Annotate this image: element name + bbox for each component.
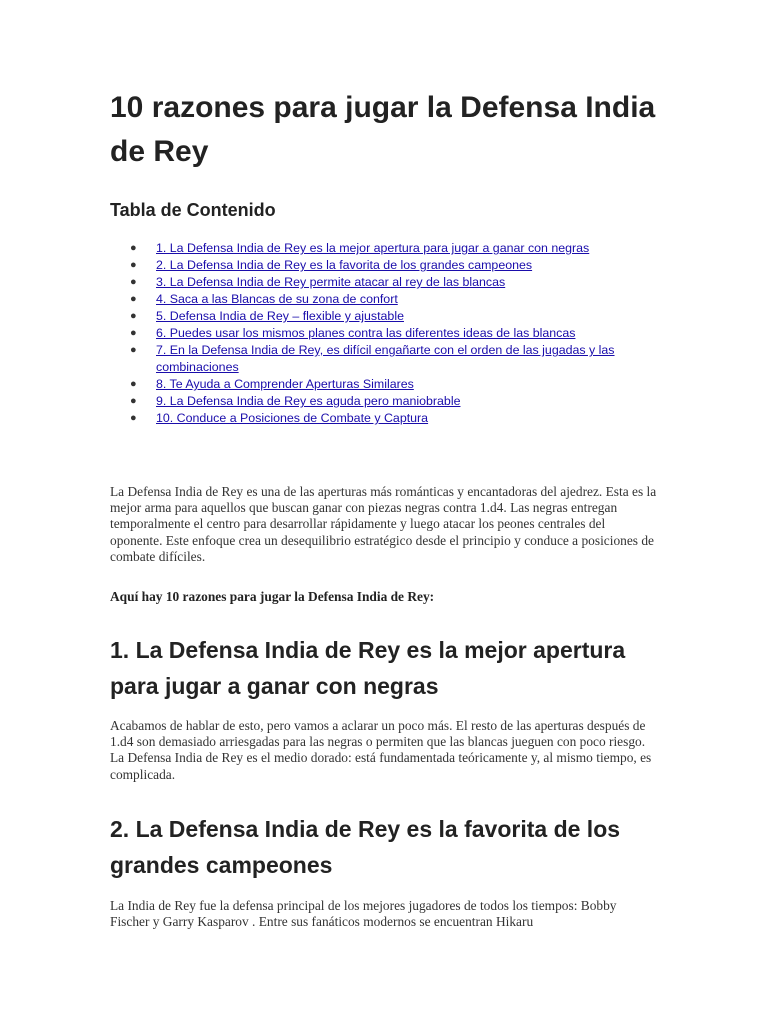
toc-item-4: [110, 291, 658, 308]
toc-heading: Tabla de Contenido: [110, 200, 276, 220]
table-of-contents: [110, 240, 658, 427]
section-body-2: La India de Rey fue la defensa principal de los mejores jugadores de todos los tiempos: Bobby Fischer y Garry Kasparov . Entre sus fanáticos modernos se encuentran Hikaru: [110, 898, 617, 930]
toc-link-3[interactable]: 3. La Defensa India de Rey permite atacar al rey de las blancas: [156, 275, 506, 289]
toc-link-2[interactable]: 2. La Defensa India de Rey es la favorita de los grandes campeones: [156, 258, 533, 272]
toc-item-6: [110, 325, 658, 342]
reasons-intro: Aquí hay 10 razones para jugar la Defensa India de Rey:: [110, 589, 435, 604]
toc-link-8[interactable]: 8. Te Ayuda a Comprender Aperturas Similares: [156, 377, 414, 391]
toc-link-6[interactable]: 6. Puedes usar los mismos planes contra las diferentes ideas de las blancas: [156, 326, 576, 340]
bullet-icon: ●: [130, 395, 137, 407]
bullet-icon: ●: [130, 310, 137, 322]
toc-item-5: [110, 308, 658, 325]
toc-item-7: [110, 342, 658, 376]
section-heading-2: 2. La Defensa India de Rey es la favorita de los grandes campeones: [110, 816, 621, 878]
toc-item-2: [110, 257, 658, 274]
bullet-icon: ●: [130, 242, 137, 254]
bullet-icon: ●: [130, 259, 137, 271]
toc-item-1: [110, 240, 658, 257]
toc-link-1[interactable]: 1. La Defensa India de Rey es la mejor apertura para jugar a ganar con negras: [156, 241, 590, 255]
bullet-icon: ●: [130, 344, 137, 356]
toc-link-5[interactable]: 5. Defensa India de Rey – flexible y ajustable: [156, 309, 404, 323]
bullet-icon: ●: [130, 378, 137, 390]
bullet-icon: ●: [130, 293, 137, 305]
page-title: 10 razones para jugar la Defensa India de Rey: [110, 91, 656, 168]
toc-item-9: [110, 393, 658, 410]
toc-link-10[interactable]: 10. Conduce a Posiciones de Combate y Captura: [156, 411, 429, 425]
intro-paragraph: La Defensa India de Rey es una de las aperturas más románticas y encantadoras del ajedrez. Esta es la mejor arma para aquellos que buscan ganar con piezas negras contra 1.d4. Las negras entregan temporalmente el centro para desarrollar rápidamente y luego atacar los peones centrales del oponente. Este enfoque crea un desequilibrio estratégico desde el principio y conduce a posiciones de combate difíciles.: [110, 484, 657, 564]
toc-link-4[interactable]: 4. Saca a las Blancas de su zona de confort: [156, 292, 398, 306]
section-body-1: Acabamos de hablar de esto, pero vamos a aclarar un poco más. El resto de las aperturas después de 1.d4 son demasiado arriesgadas para las negras o permiten que las blancas jueguen con poco riesgo. La Defensa India de Rey es el medio dorado: está fundamentada teóricamente y, al mismo tiempo, es complicada.: [110, 718, 652, 782]
toc-item-3: [110, 274, 658, 291]
bullet-icon: ●: [130, 327, 137, 339]
bullet-icon: ●: [130, 276, 137, 288]
toc-link-7[interactable]: 7. En la Defensa India de Rey, es difícil engañarte con el orden de las jugadas y las combinaciones: [156, 343, 615, 374]
toc-item-8: [110, 376, 658, 393]
section-heading-1: 1. La Defensa India de Rey es la mejor apertura para jugar a ganar con negras: [110, 637, 626, 699]
toc-item-10: [110, 410, 658, 427]
bullet-icon: ●: [130, 412, 137, 424]
toc-link-9[interactable]: 9. La Defensa India de Rey es aguda pero maniobrable: [156, 394, 461, 408]
